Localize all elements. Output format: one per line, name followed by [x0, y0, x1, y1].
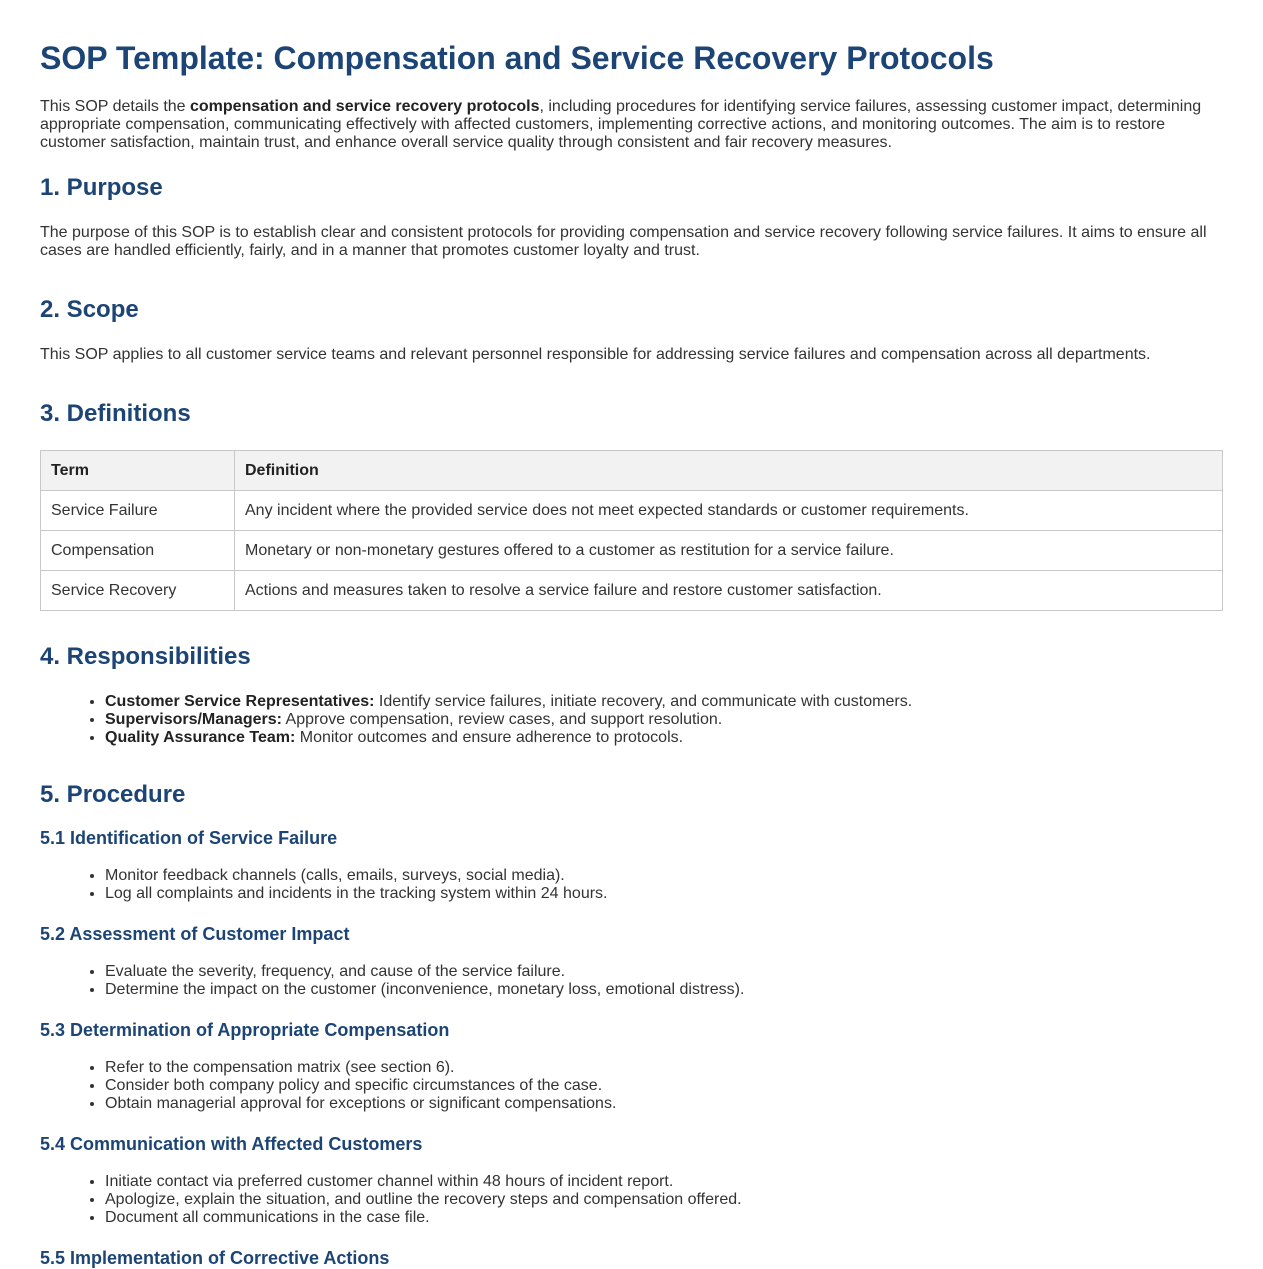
responsibilities-list	[40, 693, 1223, 747]
definition-cell: Actions and measures taken to resolve a service failure and restore customer satisfaction.	[235, 571, 1223, 611]
subsection-list	[40, 1173, 1223, 1227]
term-column-header: Term	[41, 451, 235, 491]
intro-paragraph	[40, 98, 1223, 152]
procedure-heading: 5. Procedure	[40, 781, 186, 808]
subsection-heading: 5.4 Communication with Affected Customers	[40, 1134, 423, 1154]
subsection-list	[40, 963, 1223, 999]
list-item: • Obtain managerial approval for exceptions or significant compensations.	[105, 1095, 1223, 1113]
role-name: Customer Service Representatives:	[105, 693, 375, 710]
list-item	[105, 729, 1223, 747]
role-description: Approve compensation, review cases, and support resolution.	[281, 711, 723, 728]
scope-text: This SOP applies to all customer service teams and relevant personnel responsible for addressing service failures and compensation across all departments.	[40, 346, 1151, 363]
intro-bold: compensation and service recovery protocols	[190, 98, 540, 115]
responsibilities-heading: 4. Responsibilities	[40, 643, 251, 670]
intro-prefix: This SOP details the	[40, 98, 190, 115]
role-name: Supervisors/Managers:	[105, 711, 282, 728]
term-cell: Service Recovery	[41, 571, 235, 611]
list-item: • Monitor feedback channels (calls, emails, surveys, social media).	[105, 867, 1223, 885]
term-cell: Service Failure	[41, 491, 235, 531]
subsection-list	[40, 867, 1223, 903]
definition-column-header: Definition	[235, 451, 1223, 491]
subsection-heading: 5.5 Implementation of Corrective Actions	[40, 1248, 390, 1268]
subsection-heading: 5.1 Identification of Service Failure	[40, 828, 338, 848]
role-name: Quality Assurance Team:	[105, 729, 296, 746]
subsection-list	[40, 1059, 1223, 1113]
purpose-heading: 1. Purpose	[40, 174, 163, 201]
page-title: SOP Template: Compensation and Service Recovery Protocols	[40, 40, 994, 76]
list-item: • Log all complaints and incidents in the tracking system within 24 hours.	[105, 885, 1223, 903]
table-header-row	[41, 451, 1223, 491]
list-item: • Consider both company policy and specific circumstances of the case.	[105, 1077, 1223, 1095]
role-description: Identify service failures, initiate recovery, and communicate with customers.	[374, 693, 913, 710]
list-item	[105, 711, 1223, 729]
table-row	[41, 571, 1223, 611]
list-item: • Refer to the compensation matrix (see section 6).	[105, 1059, 1223, 1077]
definition-cell: Monetary or non-monetary gestures offered to a customer as restitution for a service failure.	[235, 531, 1223, 571]
table-row	[41, 491, 1223, 531]
list-item	[105, 693, 1223, 711]
purpose-text: The purpose of this SOP is to establish clear and consistent protocols for providing compensation and service recovery following service failures. It aims to ensure all cases are handled efficiently, fairly, and in a manner that promotes customer loyalty and trust.	[40, 224, 1207, 259]
list-item: • Determine the impact on the customer (inconvenience, monetary loss, emotional distress).	[105, 981, 1223, 999]
role-description: Monitor outcomes and ensure adherence to protocols.	[295, 729, 684, 746]
table-row	[41, 531, 1223, 571]
list-item: • Evaluate the severity, frequency, and cause of the service failure.	[105, 963, 1223, 981]
subsection-heading: 5.2 Assessment of Customer Impact	[40, 924, 350, 944]
list-item: • Apologize, explain the situation, and outline the recovery steps and compensation offered.	[105, 1191, 1223, 1209]
intro-suffix: , including procedures for identifying service failures, assessing customer impact, determining appropriate compensation, communicating effectively with affected customers, implementing corrective actions, and monitoring outcomes. The aim is to restore customer satisfaction, maintain trust, and enhance overall service quality through consistent and fair recovery measures.	[40, 98, 1202, 151]
list-item: • Initiate contact via preferred customer channel within 48 hours of incident report.	[105, 1173, 1223, 1191]
subsection-heading: 5.3 Determination of Appropriate Compensation	[40, 1020, 450, 1040]
definition-cell: Any incident where the provided service does not meet expected standards or customer requirements.	[235, 491, 1223, 531]
list-item: • Document all communications in the case file.	[105, 1209, 1223, 1227]
term-cell: Compensation	[41, 531, 235, 571]
definitions-table	[40, 450, 1223, 611]
definitions-heading: 3. Definitions	[40, 400, 191, 427]
scope-heading: 2. Scope	[40, 296, 139, 323]
